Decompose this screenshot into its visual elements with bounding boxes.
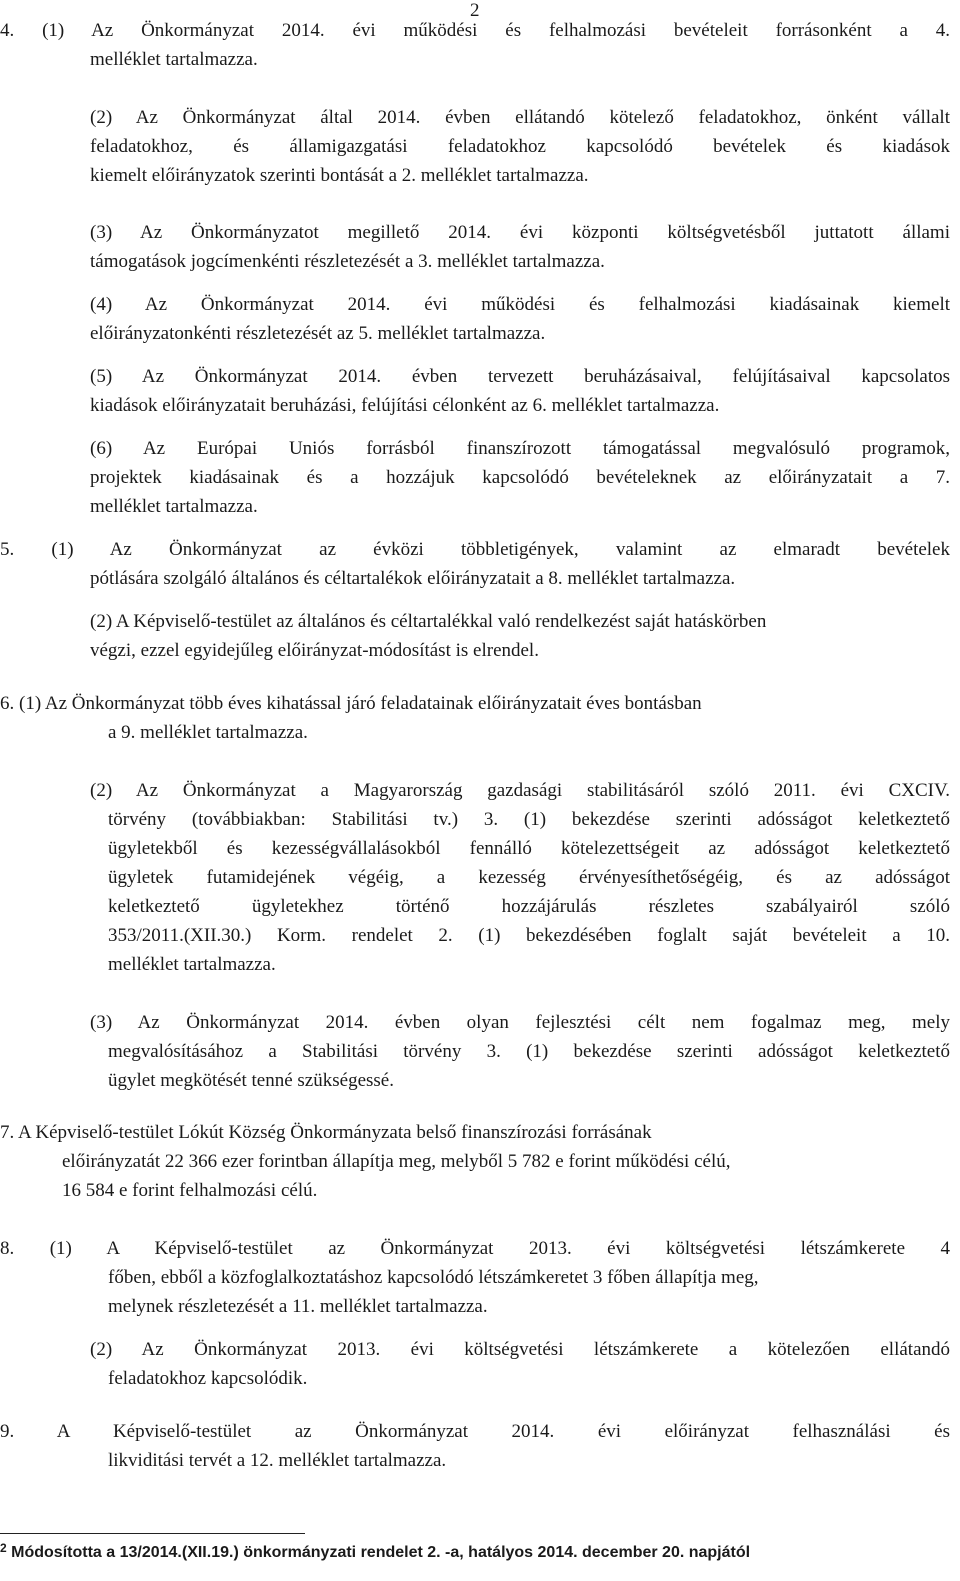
text-line: a 9. melléklet tartalmazza. [108, 722, 308, 743]
text-line: ügylet megkötését tenné szükségessé. [108, 1070, 394, 1091]
text-line: projektek kiadásainak és a hozzájuk kapcsolódó bevételeknek az előirányzatait a 7. [90, 467, 950, 488]
text-line: likviditási tervét a 12. melléklet tartalmazza. [108, 1450, 447, 1471]
text-line: előirányzatonkénti részletezését az 5. melléklet tartalmazza. [90, 323, 546, 344]
text-line: (2) A Képviselő-testület az általános és céltartalékkal való rendelkezést saját hatáskörben [90, 611, 767, 632]
text-line: 16 584 e forint felhalmozási célú. [62, 1180, 318, 1201]
text-line: (4) Az Önkormányzat 2014. évi működési és felhalmozási kiadásainak kiemelt [90, 294, 950, 315]
text-line: melynek részletezését a 11. melléklet tartalmazza. [108, 1296, 488, 1317]
text-line: (5) Az Önkormányzat 2014. évben tervezett beruházásaival, felújításaival kapcsolatos [90, 366, 950, 387]
text-line: előirányzatát 22 366 ezer forintban állapítja meg, melyből 5 782 e forint működési célú, [62, 1151, 731, 1172]
text-line: törvény (továbbiakban: Stabilitási tv.) 3. (1) bekezdése szerinti adósságot keletkeztető [108, 809, 950, 830]
footnote-text: Módosította a 13/2014.(XII.19.) önkormányzati rendelet 2. -a, hatályos 2014. december 20. napjától [11, 1544, 751, 1561]
text-line: ügyletek futamidejének végéig, a kezesség érvényesíthetőségéig, és az adósságot [108, 867, 950, 888]
footnote-marker: 2 [0, 1541, 7, 1555]
text-line: 353/2011.(XII.30.) Korm. rendelet 2. (1) bekezdésében foglalt saját bevételeit a 10. [108, 925, 950, 946]
text-line: támogatások jogcímenkénti részletezését a 3. melléklet tartalmazza. [90, 251, 605, 272]
text-line: (6) Az Európai Uniós forrásból finanszírozott támogatással megvalósuló programok, [90, 438, 950, 459]
footnote-divider [0, 1533, 305, 1534]
text-line: kiemelt előirányzatok szerinti bontását a 2. melléklet tartalmazza. [90, 165, 589, 186]
text-line: főben, ebből a közfoglalkoztatáshoz kapcsolódó létszámkeretet 3 főben állapítja meg, [108, 1267, 759, 1288]
text-line: 9. A Képviselő-testület az Önkormányzat 2014. évi előirányzat felhasználási és [0, 1421, 950, 1442]
text-line: 8. (1) A Képviselő-testület az Önkormányzat 2013. évi költségvetési létszámkerete 4 [0, 1238, 950, 1259]
text-line: melléklet tartalmazza. [108, 954, 276, 975]
text-line: 7. A Képviselő-testület Lókút Község Önkormányzata belső finanszírozási forrásának [0, 1122, 652, 1143]
text-line: végzi, ezzel egyidejűleg előirányzat-módosítást is elrendel. [90, 640, 539, 661]
text-line: megvalósításához a Stabilitási törvény 3. (1) bekezdése szerinti adósságot keletkeztető [108, 1041, 950, 1062]
text-line: kiadások előirányzatait beruházási, felújítási célonként az 6. melléklet tartalmazza. [90, 395, 720, 416]
text-line: melléklet tartalmazza. [90, 49, 258, 70]
text-line: 6. (1) Az Önkormányzat több éves kihatással járó feladatainak előirányzatait éves bontásban [0, 693, 702, 714]
text-line: ügyletekből és kezességvállalásokból fennálló kötelezettségeit az adósságot keletkeztető [108, 838, 950, 859]
text-line: pótlására szolgáló általános és céltartalékok előirányzatait a 8. melléklet tartalmazza. [90, 568, 736, 589]
page-number: 2 [470, 0, 480, 21]
text-line: 4. (1) Az Önkormányzat 2014. évi működési és felhalmozási bevételeit forrásonként a 4. [0, 20, 950, 41]
text-line: (2) Az Önkormányzat által 2014. évben ellátandó kötelező feladatokhoz, önként vállalt [90, 107, 950, 128]
text-line: 5. (1) Az Önkormányzat az évközi többletigények, valamint az elmaradt bevételek [0, 539, 950, 560]
text-line: melléklet tartalmazza. [90, 496, 258, 517]
text-line: (2) Az Önkormányzat 2013. évi költségvetési létszámkerete a kötelezően ellátandó [90, 1339, 950, 1360]
text-line: keletkeztető ügyletekhez történő hozzájárulás részletes szabályairól szóló [108, 896, 950, 917]
text-line: (3) Az Önkormányzat 2014. évben olyan fejlesztési célt nem fogalmaz meg, mely [90, 1012, 950, 1033]
text-line: feladatokhoz kapcsolódik. [108, 1368, 308, 1389]
footnote [0, 1541, 751, 1562]
text-line: (3) Az Önkormányzatot megillető 2014. évi központi költségvetésből juttatott állami [90, 222, 950, 243]
text-line: (2) Az Önkormányzat a Magyarország gazdasági stabilitásáról szóló 2011. évi CXCIV. [90, 780, 950, 801]
text-line: feladatokhoz, és államigazgatási feladatokhoz kapcsolódó bevételek és kiadások [90, 136, 950, 157]
